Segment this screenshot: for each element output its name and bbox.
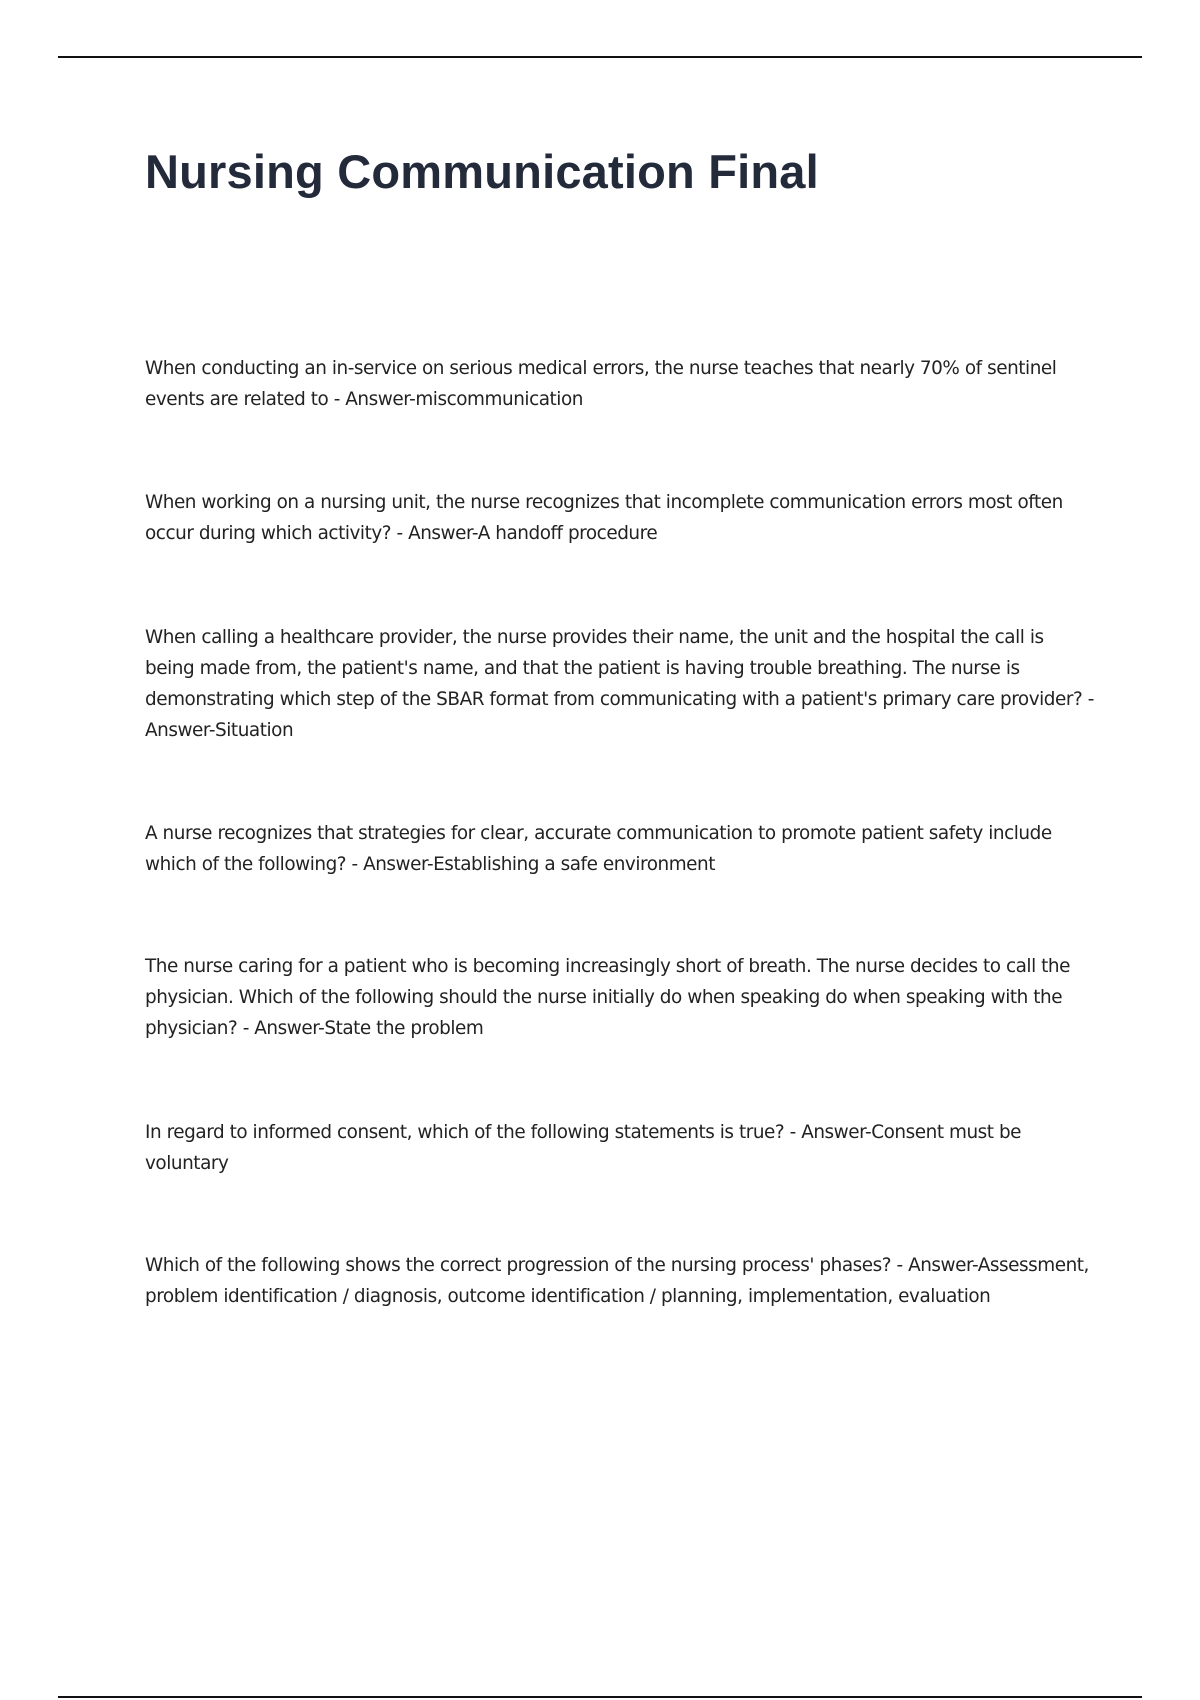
- answer-text: Consent must be voluntary: [145, 1122, 1022, 1174]
- answer-text: Establishing a safe environment: [433, 854, 716, 875]
- separator: -: [346, 854, 364, 875]
- answer-prefix: Answer-: [801, 1122, 872, 1143]
- separator: -: [891, 1255, 909, 1276]
- question-text: When working on a nursing unit, the nurse recognizes that incomplete communication errors most often occur during which activity?: [145, 492, 1063, 544]
- answer-prefix: Answer-: [145, 720, 216, 741]
- separator: -: [328, 389, 346, 410]
- top-rule: [58, 56, 1142, 58]
- question-text: A nurse recognizes that strategies for clear, accurate communication to promote patient safety include which of the following?: [145, 823, 1052, 875]
- answer-text: State the problem: [324, 1018, 484, 1039]
- separator: -: [784, 1122, 802, 1143]
- question-text: In regard to informed consent, which of the following statements is true?: [145, 1122, 785, 1143]
- bottom-rule: [58, 1696, 1142, 1698]
- qa-item: [145, 951, 1095, 1044]
- question-text: The nurse caring for a patient who is becoming increasingly short of breath. The nurse decides to call the physician. Which of the following should the nurse initially do when speaking do when speaking with the physician?: [145, 956, 1070, 1039]
- qa-item: [145, 353, 1095, 415]
- page-title: Nursing Communication Final: [145, 145, 819, 198]
- answer-text: A handoff procedure: [477, 523, 658, 544]
- separator: -: [237, 1018, 255, 1039]
- answer-prefix: Answer-: [345, 389, 416, 410]
- answer-text: Assessment, problem identification / diagnosis, outcome identification / planning, implementation, evaluation: [145, 1255, 1089, 1307]
- qa-item: [145, 487, 1095, 549]
- question-text: When calling a healthcare provider, the nurse provides their name, the unit and the hospital the call is being made from, the patient's name, and that the patient is having trouble breathing. The nurse is demonstrating which step of the SBAR format from communicating with a patient's primary care provider?: [145, 627, 1083, 710]
- separator: -: [391, 523, 409, 544]
- answer-prefix: Answer-: [908, 1255, 978, 1276]
- answer-text: Situation: [215, 720, 294, 741]
- answer-prefix: Answer-: [408, 523, 478, 544]
- question-text: When conducting an in-service on serious medical errors, the nurse teaches that nearly 70% of sentinel events are related to: [145, 358, 1057, 410]
- answer-prefix: Answer-: [363, 854, 434, 875]
- answer-prefix: Answer-: [254, 1018, 325, 1039]
- answer-text: miscommunication: [415, 389, 583, 410]
- qa-item: [145, 1117, 1095, 1179]
- question-text: Which of the following shows the correct progression of the nursing process' phases?: [145, 1255, 892, 1276]
- separator: -: [1082, 689, 1094, 710]
- qa-item: [145, 622, 1095, 746]
- qa-item: [145, 1250, 1095, 1312]
- qa-item: [145, 818, 1095, 880]
